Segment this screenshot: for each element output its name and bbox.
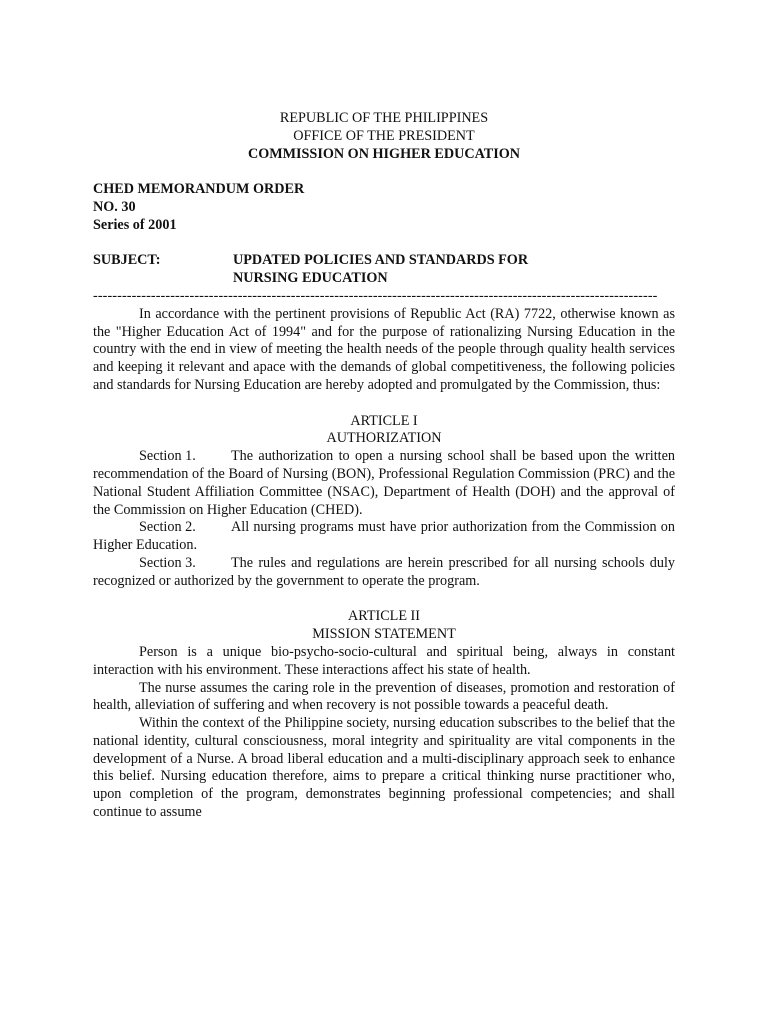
- article-2-number: ARTICLE II: [347, 608, 421, 625]
- mission-paragraph-2: The nurse assumes the caring role in the prevention of diseases, promotion and restoration of health, alleviation of suffering and when recovery is not possible towards a peaceful death.: [93, 679, 675, 714]
- section-2-paragraph: [93, 519, 675, 555]
- subject-line-2: NURSING EDUCATION: [233, 270, 388, 287]
- header-republic: REPUBLIC OF THE PHILIPPINES: [279, 110, 489, 126]
- memo-series: Series of 2001: [93, 216, 177, 233]
- section-1-label: Section 1.: [139, 448, 196, 465]
- article-1-heading: [93, 413, 675, 449]
- mission-paragraph-1: Person is a unique bio-psycho-socio-cultural and spiritual being, always in constant interaction with his environment. These interactions affect his state of health.: [93, 643, 675, 678]
- section-1-paragraph: [93, 448, 675, 519]
- section-1-text: The authorization to open a nursing school shall be based upon the written recommendation of the Board of Nursing (BON), Professional Regulation Commission (PRC) and the National Student Affiliation Committee (NSAC), Department of Health (DOH) and the approval of the Commission on Higher Education (CHED).: [93, 448, 675, 518]
- divider-line: ---------------------------------------------------------------------------------------------------------------------: [93, 287, 658, 304]
- article-2-heading: [93, 608, 675, 644]
- header-commission: COMMISSION ON HIGHER EDUCATION: [247, 145, 521, 162]
- section-2-text: All nursing programs must have prior authorization from the Commission on Higher Education.: [93, 519, 675, 554]
- section-3-label: Section 3.: [139, 554, 196, 571]
- memo-title: CHED MEMORANDUM ORDER: [93, 181, 305, 198]
- article-2-title: MISSION STATEMENT: [312, 626, 456, 643]
- memo-number: NO. 30: [93, 198, 136, 215]
- mission-paragraph-3: Within the context of the Philippine society, nursing education subscribes to the belief that the national identity, cultural consciousness, moral integrity and spirituality are vital components in the development of a Nurse. A broad liberal education and a multi-disciplinary approach seek to enhance this belief. Nursing education therefore, aims to prepare a critical thinking nurse practitioner who, upon completion of the program, demonstrates beginning professional competencies; and shall continue to assume: [93, 715, 675, 821]
- article-1-title: AUTHORIZATION: [326, 430, 442, 447]
- subject-text: [233, 252, 528, 288]
- section-2-label: Section 2.: [139, 519, 196, 536]
- subject-label: SUBJECT:: [93, 252, 161, 269]
- header-office: OFFICE OF THE PRESIDENT: [293, 127, 475, 144]
- article-1-number: ARTICLE I: [350, 412, 418, 429]
- section-3-paragraph: [93, 555, 675, 591]
- section-3-text: The rules and regulations are herein prescribed for all nursing schools duly recognized or authorized by the government to operate the program.: [93, 554, 675, 589]
- memo-block: [93, 181, 675, 234]
- subject-row: [93, 252, 675, 288]
- subject-line-1: UPDATED POLICIES AND STANDARDS FOR: [233, 252, 529, 269]
- document-content: [93, 110, 675, 822]
- intro-paragraph: In accordance with the pertinent provisions of Republic Act (RA) 7722, otherwise known as the "Higher Education Act of 1994" and for the purpose of rationalizing Nursing Education in the country with the end in view of meeting the health needs of the people through quality health services and keeping it relevant and apace with the demands of global competitiveness, the following policies and standards for Nursing Education are hereby adopted and promulgated by the Commission, thus:: [93, 305, 675, 393]
